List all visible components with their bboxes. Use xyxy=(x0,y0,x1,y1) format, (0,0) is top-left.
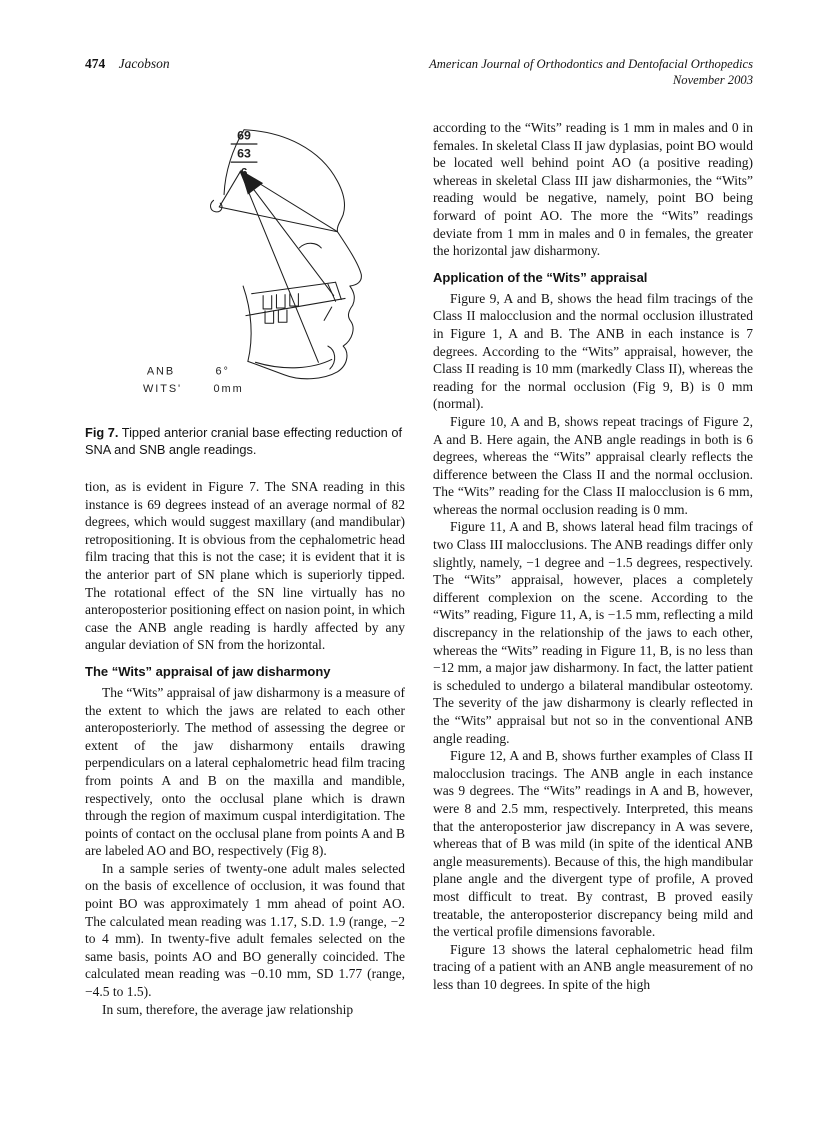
figure-caption-label: Fig 7. xyxy=(85,425,119,440)
paragraph-left-2: The “Wits” appraisal of jaw disharmony is a measure of the extent to which the jaws are related to each other anteroposteriorly. The method of assessing the degree or extent of the jaw disharmony entails drawing perpendiculars on a lateral cephalometric head film tracing from points A and B on the maxilla and mandible, respectively, onto the occlusal plane which is drawn through the region of maximum cuspal interdigitation. The points of contact on the occlusal plane from points A and B are labeled AO and BO, respectively (Fig 8). xyxy=(85,684,405,859)
anb-reading: 6 xyxy=(240,165,248,180)
wits-value: 0mm xyxy=(213,382,244,395)
paragraph-right-3: Figure 10, A and B, shows repeat tracings of Figure 2, A and B. Here again, the ANB angle readings in both is 6 degrees, whereas the “Wits” appraisal clearly reflects the difference between the Class II and the normal occlusion. The “Wits” reading for the Class II malocclusion is 6 mm, whereas the normal occlusion reading is 0 mm. xyxy=(433,413,753,517)
page-number: 474 xyxy=(85,56,106,71)
upper-incisor xyxy=(328,282,341,301)
anb-value: 6° xyxy=(215,365,230,378)
paragraph-right-6: Figure 13 shows the lateral cephalometric head film tracing of a patient with an ANB angle measurement of no less than 10 degrees. In spite of the high xyxy=(433,941,753,992)
palatal-plane-line xyxy=(252,282,336,293)
na-line xyxy=(240,172,333,296)
cephalometric-tracing xyxy=(103,121,408,413)
nb-line xyxy=(240,172,318,363)
running-header xyxy=(85,56,753,88)
paragraph-right-2: Figure 9, A and B, shows the head film tracings of the Class II malocclusion and the normal occlusion illustrated in Figure 1, A and B. The ANB in each instance is 7 degrees. According to the “Wits” appraisal, however, the Class II reading is 10 mm (markedly Class II), whereas the reading for the normal occlusion (Fig 9, B) is 0 mm (normal). xyxy=(433,290,753,412)
chin-symphysis xyxy=(328,346,335,369)
paragraph-right-1: according to the “Wits” reading is 1 mm in males and 0 in females. In skeletal Class II jaw dyplasias, point BO would be located well behind point AO (a positive reading) whereas in skeletal Class III jaw disharmonies, the “Wits” reading would be negative, namely, point BO being forward of point AO. The more the “Wits” readings deviate from 1 mm in males and 0 in females, the greater the horizontal jaw disharmony. xyxy=(433,120,753,259)
journal-title: American Journal of Orthodontics and Dentofacial Orthopedics xyxy=(429,57,753,71)
paragraph-right-5: Figure 12, A and B, shows further examples of Class II malocclusion tracings. The ANB angle in each instance was 9 degrees. The “Wits” readings in A and B, however, were 8 and 2.5 mm, respectively. Interpreted, this means that the anteroposterior jaw discrepancy in A was severe, whereas that of B was mild (in spite of the identical ANB angle measurements). Because of this, the high mandibular plane angle and the divergent type of profile, A proved most difficult to treat. By contrast, B proved easily treatable, the anteroposterior discrepancy being mild and the vertical profile dimensions favorable. xyxy=(433,748,753,940)
right-column xyxy=(433,119,753,1018)
paragraph-left-3: In a sample series of twenty-one adult males selected on the basis of excellence of occlusion, it was found that point BO was approximately 1 mm ahead of point AO. The calculated mean reading was 1.17, S.D. 1.9 (range, −2 to 4 mm). In twenty-five adult females selected on the same basis, points AO and BO generally coincided. The calculated mean reading was −0.10 mm, SD 1.77 (range, −4.5 to 1.5). xyxy=(85,860,405,1000)
paragraph-left-1: tion, as is evident in Figure 7. The SNA reading in this instance is 69 degrees instead of an average normal of 82 degrees, which would suggest maxillary (and mandibular) retropositioning. It is obvious from the cephalometric head film tracing that this is not the case; it is evident that it is the anterior part of SN plane which is superiorly tipped. The rotational effect of the SN line virtually has no anteroposterior positioning effect on nasion point, in which case the ANB angle reading is hardly affected by any angular deviation of SN from the horizontal. xyxy=(85,479,405,653)
mandible-lower-border xyxy=(256,359,332,367)
tracing-lines xyxy=(211,130,362,379)
left-column xyxy=(85,119,405,1018)
occlusal-plane-line xyxy=(246,298,345,315)
mandible-ramus xyxy=(243,286,251,361)
sna-reading: 69 xyxy=(237,128,251,143)
two-column-body xyxy=(85,119,753,1018)
journal-issue: November 2003 xyxy=(672,73,753,87)
figure-7 xyxy=(85,121,405,458)
running-author: Jacobson xyxy=(118,56,170,71)
snb-reading: 63 xyxy=(237,146,251,161)
triangle-left-line xyxy=(219,172,240,207)
paragraph-right-4: Figure 11, A and B, shows lateral head film tracings of two Class III malocclusions. The ANB readings differ only slightly, namely, −1 degree and −1.5 degrees, respectively. The “Wits” appraisal, however, places a completely different complexion on the scene. According to the “Wits” reading, Figure 11, A, is −1.5 mm, reflecting a mild discrepancy in the relationship of the jaws to each other, whereas the “Wits” reading in Figure 11, B, is no less than −12 mm, a major jaw disharmony. In fact, the latter patient is scheduled to undergo a bilateral mandibular osteotomy. The severity of the jaw disharmony is clearly reflected in the “Wits” appraisal but not so in the conventional ANB angle reading. xyxy=(433,519,753,746)
sn-line xyxy=(219,207,337,232)
running-header-right xyxy=(429,56,753,88)
wits-label: WITS' xyxy=(143,382,183,395)
section-heading-application-wits: Application of the “Wits” appraisal xyxy=(433,269,648,285)
paragraph-left-4: In sum, therefore, the average jaw relationship xyxy=(102,1001,354,1017)
lower-incisor xyxy=(324,307,332,320)
figure-caption-text: Tipped anterior cranial base effecting reduction of SNA and SNB angle readings. xyxy=(85,425,403,457)
anb-label: ANB xyxy=(146,365,176,378)
running-header-left xyxy=(85,56,170,72)
figure-caption xyxy=(85,425,405,458)
section-heading-wits-appraisal: The “Wits” appraisal of jaw disharmony xyxy=(85,663,331,679)
orbit-outline xyxy=(299,243,321,248)
